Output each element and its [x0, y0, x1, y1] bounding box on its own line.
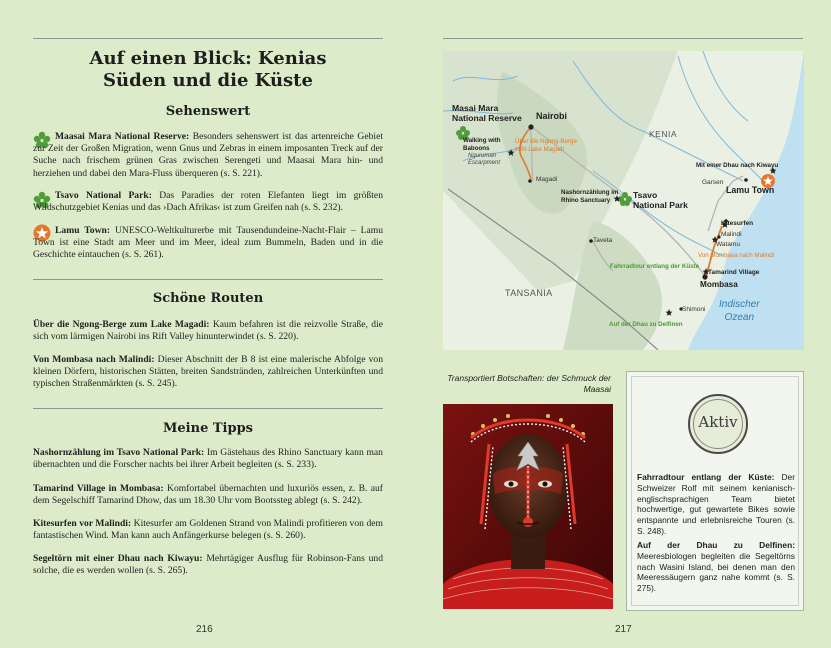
map-label-nguruman: Nguruman Escarpment — [468, 153, 501, 166]
item-text: UNESCO-Weltkulturerbe mit Tausendundeine-Nacht-Flair – Lamu Town ist eine Stadt am Meer und im Meer, ideal zum Bummeln, Baden und in die Geschichte eintauchen (s. S. 261). — [33, 225, 383, 261]
item-name: Über die Ngong-Berge zum Lake Magadi: — [33, 319, 210, 330]
map-label-magadi: Magadi — [536, 176, 558, 183]
route-item-ngong — [33, 319, 383, 343]
maasai-portrait-photo — [443, 404, 613, 609]
route-item-mombasa-malindi — [33, 354, 383, 391]
item-text: Das Paradies der roten Elefanten liegt im größten Wildschutzgebiet Kenias und das ›Dach Afrikas‹ ist zum Greifen nah (s. S. 232). — [33, 190, 383, 214]
map-label-delfine: Auf der Dhau zu Delfinen — [609, 321, 683, 328]
aktiv-infobox — [626, 371, 804, 611]
item-text: Kaum befahren ist die reizvolle Straße, die sich vom lärmigen Nairobi ins Rift Valley hinunterwindet (s. S. 220). — [33, 319, 383, 343]
item-text: Kitesurfer am Goldenen Strand von Malindi profitieren von dem fantastischen Wind. Man kann auch Anfängerkurse belegen (s. S. 260). — [33, 518, 383, 542]
map-marker-nairobi — [528, 124, 533, 129]
item-name: Fahrradtour entlang der Küste: — [637, 472, 775, 482]
title-line-1: Auf einen Blick: Kenias — [89, 48, 327, 69]
map-label-tsavo: Tsavo National Park — [633, 190, 688, 210]
item-name: Lamu Town: — [55, 225, 111, 236]
item-name: Tamarind Village in Mombasa: — [33, 483, 164, 494]
page-number-right: 217 — [615, 624, 632, 635]
region-map — [443, 51, 804, 350]
item-name: Auf der Dhau zu Delfinen: — [637, 540, 795, 550]
section-heading-routen: Schöne Routen — [152, 291, 264, 306]
map-label-shimoni: Shimoni — [682, 306, 706, 313]
aktiv-item-fahrradtour — [637, 472, 795, 537]
item-name: Tsavo National Park: — [55, 190, 152, 201]
map-label-tamarind: Tamarind Village — [708, 269, 760, 276]
item-name: Segeltörn mit einer Dhau nach Kiwayu: — [33, 553, 203, 564]
section-heading-tipps: Meine Tipps — [163, 421, 253, 436]
map-label-lamu-town: Lamu Town — [726, 185, 775, 195]
map-label-ngong-route: Über die Ngong-Berge zum Lake Magadi — [515, 138, 577, 153]
tipp-item-tamarind — [33, 483, 383, 507]
section-divider — [33, 408, 383, 409]
map-label-masai-mara: Masai Mara National Reserve — [452, 103, 522, 123]
map-label-tansania: TANSANIA — [505, 288, 553, 298]
item-text: Meeresbiologen begleiten die Segeltörns nach Wasini Island, bei denen man den Meeressäugern ganz nahe kommt (s. S. 275). — [637, 550, 795, 594]
aktiv-badge-label: Aktiv — [698, 413, 738, 431]
section-heading-sehenswert: Sehenswert — [165, 104, 251, 119]
map-label-walking: Walking with Baboons — [463, 137, 501, 152]
map-label-nashorn: Nashornzählung im Rhino Sanctuary — [561, 189, 619, 204]
map-label-malindi: Malindi — [721, 231, 742, 238]
map-label-kitesurfen: Kitesurfen — [721, 220, 754, 227]
map-label-ozean: Indischer Ozean — [719, 299, 760, 323]
item-text: Der Schweizer Rolf mit seinem kenianisch-englischsprachigen Team bietet hochwertige, gut gewartete Bikes sowie entspannte und erlebnisreiche Touren (s. S. 248). — [637, 472, 796, 536]
map-label-watamu: Watamu — [716, 241, 740, 248]
item-name: Von Mombasa nach Malindi: — [33, 354, 155, 365]
item-text: Mehrtägiger Ausflug für Robinson-Fans und solche, die es werden wollen (s. S. 265). — [33, 553, 383, 577]
map-label-nairobi: Nairobi — [536, 111, 568, 121]
item-text: Besonders sehenswert ist das artenreiche Gebiet zur Zeit der Großen Migration, wenn Gnus und Zebras in einem imposanten Treck auf der Suche nach frischem grünen Gras zwischen Serengeti und Maasai Mara hin- und herziehen und dabei den Mara-Fluss überqueren (s. S. 221). — [33, 131, 383, 179]
map-label-fahrradtour: Fahrradtour entlang der Küste — [610, 263, 700, 270]
map-label-taveta: Taveta — [593, 237, 613, 244]
item-text: Dieser Abschnitt der B 8 ist eine malerische Abfolge von kleinen Dörfern, historischen Stätten, breiten Sandstränden, zahlreichen Unterkünften und typischen Straßenmärkten (s. S. 245). — [33, 354, 384, 390]
sehenswert-item-maasai-mara — [33, 131, 383, 180]
item-name: Maasai Mara National Reserve: — [55, 131, 190, 142]
item-name: Kitesurfen vor Malindi: — [33, 518, 132, 529]
aktiv-item-delfine — [637, 540, 795, 594]
top-rule-left — [33, 38, 383, 39]
map-label-mombasa: Mombasa — [700, 280, 738, 289]
item-text: Komfortabel übernachten und luxuriös essen, z. B. auf dem Segelschiff Tamarind Dhow, das um 18.30 Uhr vom Bootssteg ablegt (s. S. 242). — [33, 483, 383, 507]
map-label-mombasa-malindi: Von Mombasa nach Malindi — [698, 252, 775, 259]
aktiv-badge — [688, 394, 748, 454]
sehenswert-item-tsavo — [33, 190, 383, 214]
page-title — [33, 48, 383, 92]
photo-caption: Transportiert Botschaften: der Schmuck der Maasai — [447, 373, 611, 394]
tipp-item-segeltoern — [33, 553, 383, 577]
map-label-kenia: KENIA — [649, 129, 678, 139]
section-divider — [33, 279, 383, 280]
tipp-item-kitesurfen — [33, 518, 383, 542]
title-line-2: Süden und die Küste — [103, 70, 313, 91]
tipp-item-nashorn — [33, 447, 383, 471]
sehenswert-item-lamu — [33, 225, 383, 262]
top-rule-right — [443, 38, 803, 39]
map-label-garsen: Garsen — [702, 179, 724, 186]
map-label-dhau-kiwayu: Mit einer Dhau nach Kiwayu — [696, 162, 779, 169]
page-number-left: 216 — [196, 624, 213, 635]
item-text: Im Gästehaus des Rhino Sanctuary kann man übernachten und die Forscher nachts bei ihrer Arbeit begleiten (s. S. 233). — [33, 447, 383, 471]
item-name: Nashornzählung im Tsavo National Park: — [33, 447, 205, 458]
